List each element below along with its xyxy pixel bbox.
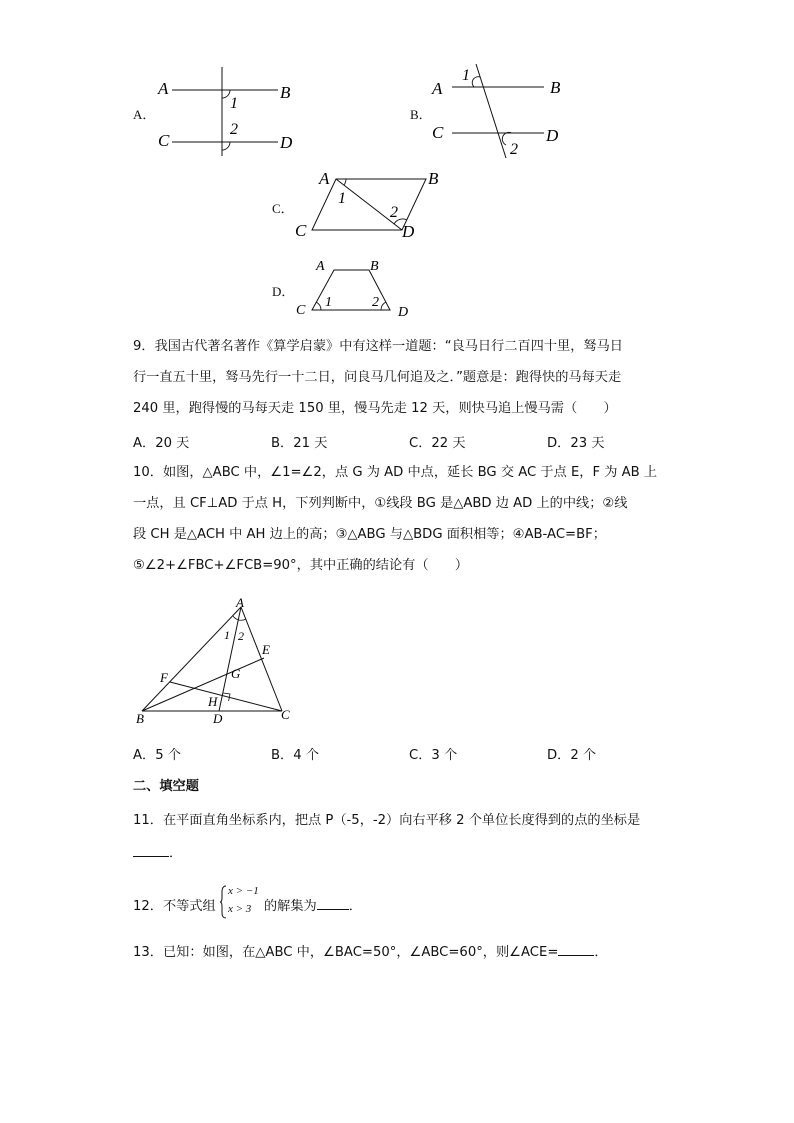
q12-suffix-wrap [264,895,362,914]
figure-8a [150,62,300,162]
option-b-label: B． [410,107,432,122]
q10-option-c[interactable]: C．3 个 [409,748,458,763]
fig8c-B: B [428,169,439,188]
fig10-C: C [281,707,290,722]
q12-end: ． [348,899,362,914]
fig8b-D: D [546,126,559,145]
q9-line-1: 9．我国古代著名著作《算学启蒙》中有这样一道题：“良马日行二百四十里，驽马日 [133,339,623,354]
fig10-B: B [136,711,144,726]
fig8a-D: D [280,133,293,152]
fig8a-A: A [158,79,169,98]
fig8b-angle1: 1 [462,67,470,84]
q11-answer-blank[interactable] [133,842,169,857]
brace-icon [219,884,227,920]
q11-line-2 [133,838,673,869]
q10-option-d[interactable]: D．2 个 [547,748,597,763]
fig10-angle1: 1 [224,628,230,642]
question-13 [133,941,608,960]
q10-line-1: 10．如图，△ABC 中，∠1=∠2，点 G 为 AD 中点，延长 BG 交 AC 于点 E，F 为 AB 上 [133,465,658,480]
fig8d-B: B [370,259,379,274]
q11-line-1: 11．在平面直角坐标系内，把点 P（-5，-2）向右平移 2 个单位长度得到的点的坐标是 [133,813,641,828]
q9-option-d[interactable]: D．23 天 [547,436,605,451]
option-d-label: D． [272,284,295,299]
q9-line-2: 行一直五十里，驽马先行一十二日，问良马几何追及之．”题意是：跑得快的马每天走 [133,370,622,385]
q12-prefix: 12．不等式组 [133,899,216,914]
question-9 [133,331,673,424]
fig8c-D: D [402,222,415,241]
fig10-F: F [160,670,168,685]
option-c-label: C． [272,201,294,216]
q12-inequality-1: x > −1 [228,885,259,897]
q13-end: ． [594,945,608,960]
fig10-A: A [236,595,244,610]
fig10-G: G [231,666,241,681]
fig8d-angle1: 1 [325,295,332,310]
fig8c-angle1: 1 [338,190,346,207]
q11-end: ． [169,846,183,861]
question-10 [133,457,673,581]
q12-answer-blank[interactable] [317,895,349,910]
q12-suffix: 的解集为 [264,899,317,914]
fig10-angle2: 2 [238,629,244,643]
fig8c-angle2: 2 [390,204,398,221]
fig8d-C: C [296,303,306,318]
figure-8b [428,62,578,162]
figure-10 [130,592,300,728]
q9-option-b[interactable]: B．21 天 [271,436,328,451]
fig8c-A: A [319,169,330,188]
q9-option-a[interactable]: A．20 天 [133,436,190,451]
fig8a-angle2: 2 [230,121,238,138]
fig10-E: E [262,642,270,657]
fig8b-C: C [432,123,444,142]
q10-line-3: 段 CH 是△ACH 中 AH 边上的高；③△ABG 与△BDG 面积相等；④AB-AC=BF； [133,527,606,542]
q10-option-a[interactable]: A．5 个 [133,748,181,763]
fig8a-B: B [280,83,291,102]
fig8d-angle2: 2 [372,295,379,310]
figure-8d [294,256,424,322]
q9-line-3: 240 里，跑得慢的马每天走 150 里，慢马先走 12 天，则快马追上慢马需（ ） [133,401,617,416]
fig10-H: H [208,694,218,709]
fig8a-C: C [158,131,170,150]
fig8a-angle1: 1 [230,95,238,112]
fig8d-A: A [316,259,325,274]
fig8b-B: B [550,78,561,97]
fig8b-A: A [432,79,443,98]
fig8b-angle2: 2 [510,141,518,158]
q10-line-4: ⑤∠2+∠FBC+∠FCB=90°，其中正确的结论有（ ） [133,558,469,573]
q13-text: 13．已知：如图，在△ABC 中，∠BAC=50°，∠ABC=60°，则∠ACE= [133,945,559,960]
figure-8c [292,166,452,242]
q9-option-c[interactable]: C．22 天 [409,436,466,451]
q10-line-2: 一点，且 CF⊥AD 于点 H，下列判断中，①线段 BG 是△ABD 边 AD 上的中线；②线 [133,496,628,511]
fig10-D: D [213,711,223,726]
question-11 [133,805,673,869]
q10-option-b[interactable]: B．4 个 [271,748,320,763]
section-2-title: 二、填空题 [133,779,199,794]
q13-answer-blank[interactable] [558,941,594,956]
fig8d-D: D [398,305,409,320]
option-a-label: A． [133,107,156,122]
fig8c-C: C [295,221,307,240]
q12-inequality-2: x > 3 [228,903,252,915]
